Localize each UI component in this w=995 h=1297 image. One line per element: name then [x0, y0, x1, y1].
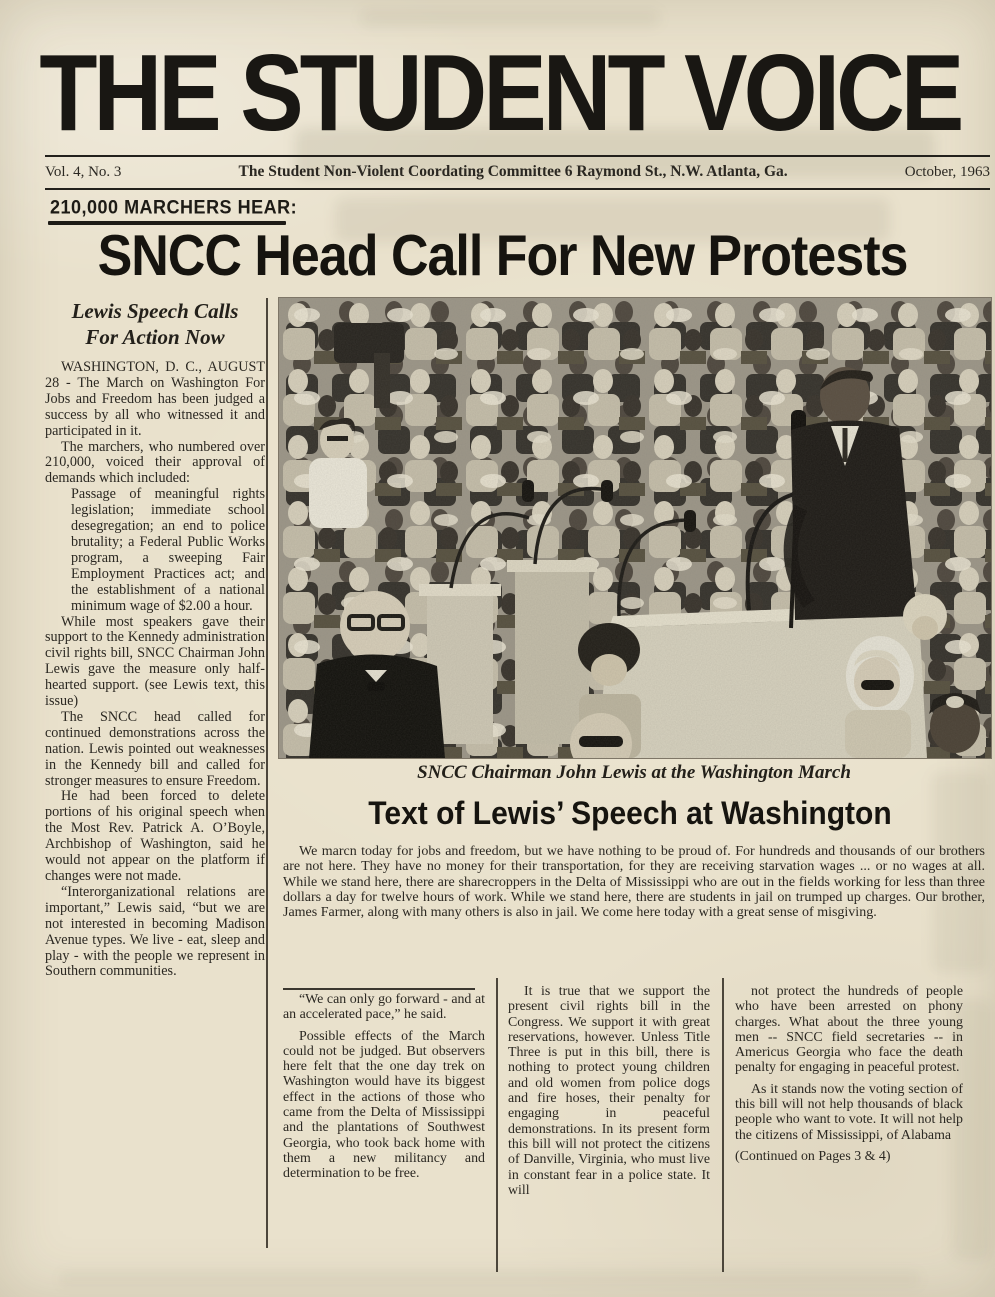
publisher-line: The Student Non-Violent Coordating Committee 6 Raymond St., N.W. Atlanta, Ga.	[238, 163, 788, 180]
photo-caption: SNCC Chairman John Lewis at the Washington March	[417, 762, 851, 783]
issue-date: October, 1963	[904, 163, 990, 180]
march-photo	[278, 297, 992, 759]
masthead-title: THE STUDENT VOICE	[39, 31, 961, 154]
print-bleed-ghost	[60, 1272, 920, 1286]
article-paragraph: He had been forced to delete portions of his original speech when the Most Rev. Patrick A. O’Boyle, Archbishop of Washington, said he would not appear on the platform if changes were not made.	[45, 788, 265, 884]
article-paragraph-demands: Passage of meaningful rights legislation; immediate school desegregation; an end to police brutality; a Federal Public Works program, a sweeping Fair Employment Practices act; and the establishment of a national minimum wage of $2.00 a hour.	[71, 486, 265, 614]
article-paragraph: “Interorganizational relations are important,” Lewis said, “but we are not interested in becoming Madison Avenue types. We live - eat, sleep and play - with the people we represent in Southern communities.	[45, 883, 265, 980]
speech-paragraph: “We can only go forward - and at an accelerated pace,” he said.	[283, 992, 485, 1023]
speech-column-3	[735, 984, 963, 1274]
masthead-info-line	[45, 159, 990, 185]
speech-column-1	[283, 984, 485, 1274]
left-article-title: Lewis Speech Calls For Action Now	[71, 299, 239, 349]
print-bleed-ghost	[360, 10, 660, 26]
march-photo-illustration	[279, 298, 991, 758]
masthead-rule-bottom	[45, 188, 990, 190]
speech-lead-paragraph	[283, 844, 985, 982]
article-paragraph: The marchers, who numbered over 210,000, voiced their approval of demands which included:	[45, 438, 265, 487]
speech-column-2	[508, 984, 710, 1274]
speech-paragraph: Possible effects of the March could not be judged. But observers here felt that the one day trek on Washington would have its biggest effect in the actions of those who came from the Delta of Mississippi and the plantations of Southwest Georgia, who took back home with them a new militancy and determination to be free.	[283, 1028, 485, 1182]
article-paragraph: The SNCC head called for continued demonstrations across the nation. Lewis pointed out weaknesses in the Kennedy bill and called for stronger measures to ensure Freedom.	[45, 708, 265, 789]
column-rule	[722, 978, 724, 1272]
speech-headline: Text of Lewis’ Speech at Washington	[368, 796, 892, 832]
masthead-rule-top	[45, 155, 990, 157]
speech-lead-text: We marcn today for jobs and freedom, but we have nothing to be proud of. For hundreds and thousands of our brothers are not here. They have no money for their transportation, for they are receiving starvation wages ... or no wages at all. While we stand here, there are sharecroppers in the Delta of Mississippi who are out in the fields working for less than three dollars a day for twelve hours of work. While we stand here, there are students in jail on trumped up charges. Our brother, James Farmer, along with many others is also in jail. We come here today with a great sense of misgiving.	[283, 844, 985, 921]
article-paragraph: While most speakers gave their support to the Kennedy administration civil rights bill, SNCC Chairman John Lewis gave the measure only half-hearted support. (see Lewis text, this issue)	[45, 613, 265, 710]
speech-paragraph: not protect the hundreds of people who have been arrested on phony charges. What about the three young men -- SNCC field secretaries -- in Americus Georgia who face the death penalty for engaging in peaceful protest.	[735, 984, 963, 1076]
speech-paragraph: It is true that we support the present civil rights bill in the Congress. We support it with great reservations, however. Unless Title Three is put in this bill, there is nothing to protect young children and old women from police dogs and fire hoses, their penalty for engaging in peaceful demonstrations. In its present form this bill will not protect the citizens of Danville, Virginia, who must live in constant fear in a police state. It will	[508, 984, 710, 1198]
article-paragraph: WASHINGTON, D. C., AUGUST 28 - The March on Washington For Jobs and Freedom has been judged a success by all who witnessed it and participated in it.	[45, 359, 265, 439]
column-rule	[496, 978, 498, 1272]
kicker: 210,000 MARCHERS HEAR:	[50, 196, 298, 218]
column-rule	[266, 298, 268, 1248]
main-headline: SNCC Head Call For New Protests	[97, 224, 908, 288]
speech-paragraph: As it stands now the voting section of this bill will not help thousands of black people who want to vote. It will not help the citizens of Mississippi, of Alabama	[735, 1081, 963, 1143]
continued-notice: (Continued on Pages 3 & 4)	[735, 1148, 891, 1164]
left-article-column	[45, 294, 265, 1250]
volume-number: Vol. 4, No. 3	[45, 163, 122, 180]
